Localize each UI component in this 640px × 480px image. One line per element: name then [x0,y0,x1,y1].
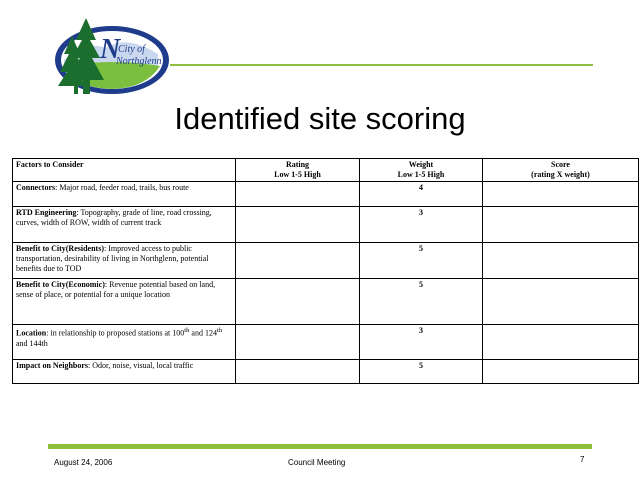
factor-name: Location [16,328,47,338]
weight-cell: 5 [360,360,483,384]
factor-cell [13,207,236,243]
factor-cell [13,360,236,384]
header-score-line2: (rating X weight) [531,170,590,179]
city-logo [46,14,172,106]
rating-cell [236,360,360,384]
factor-sep: : [88,361,91,370]
factor-name: Benefit to City(Residents) [16,244,104,253]
northglenn-logo-icon [46,14,172,106]
factor-name: Impact on Neighbors [16,361,89,370]
slide-title: Identified site scoring [174,101,466,136]
factor-desc: Odor, noise, visual, local traffic [90,361,194,370]
header-weight-line1: Weight [408,160,434,169]
factor-name: Benefit to City(Economic) [16,280,105,289]
header-weight-line2: Low 1-5 High [397,170,445,179]
factor-desc: Revenue potential based on land, sense of place, or potential for a unique location [16,280,216,299]
table-row [13,325,639,360]
factor-cell [13,279,236,325]
factor-cell [13,243,236,279]
factor-sep: : [104,280,108,289]
table-row [13,243,639,279]
footer-date: August 24, 2006 [54,458,113,467]
table-row [13,182,639,207]
bottom-divider [48,444,592,449]
factor-sep: : [103,244,107,253]
footer-page-number: 7 [580,455,585,464]
ordinal-suffix: th [184,327,190,334]
factor-desc-pre: in relationship to proposed stations at 100 [48,328,185,338]
logo-text-line1: City of [118,44,145,55]
factor-desc: Major road, feeder road, trails, bus route [57,183,189,192]
factor-sep: : [46,328,49,338]
rating-cell [236,207,360,243]
header-rating-line1: Rating [285,160,310,169]
factor-sep: : [55,183,58,192]
score-cell [483,207,639,243]
weight-cell: 5 [360,279,483,325]
factor-name: RTD Engineering [16,208,77,217]
factor-name: Connectors [16,183,56,192]
header-score [483,159,639,182]
header-weight [360,159,483,182]
weight-cell: 5 [360,243,483,279]
logo-initial: N [100,34,121,65]
header-score-line1: Score [551,160,570,169]
factor-desc: Improved access to public transportation, desirability of living in Northglenn, potential benefits due to TOD [16,244,209,273]
header-rating [236,159,360,182]
top-divider [170,64,593,66]
rating-cell [236,325,360,360]
table-row [13,279,639,325]
weight-cell: 4 [360,182,483,207]
factor-cell [13,182,236,207]
rating-cell [236,182,360,207]
footer-meeting: Council Meeting [288,458,346,467]
score-cell [483,182,639,207]
factor-sep: : [76,208,79,217]
factor-cell [13,325,236,360]
table-row [13,207,639,243]
score-cell [483,243,639,279]
factor-desc-mid: and 124 [189,328,217,338]
header-rating-line2: Low 1-5 High [274,170,321,179]
rating-cell [236,243,360,279]
weight-cell: 3 [360,325,483,360]
score-cell [483,325,639,360]
header-factors: Factors to Consider [13,159,236,182]
table-header-row [13,159,639,182]
factor-desc-post: and 144th [16,338,48,348]
ordinal-suffix: th [216,327,223,334]
weight-cell: 3 [360,207,483,243]
score-cell [483,360,639,384]
site-scoring-table [12,158,639,384]
factor-desc: Topography, grade of line, road crossing, curves, width of ROW, width of current track [16,208,212,227]
logo-text-line2: Northglenn [116,56,162,67]
table-row [13,360,639,384]
score-cell [483,279,639,325]
rating-cell [236,279,360,325]
